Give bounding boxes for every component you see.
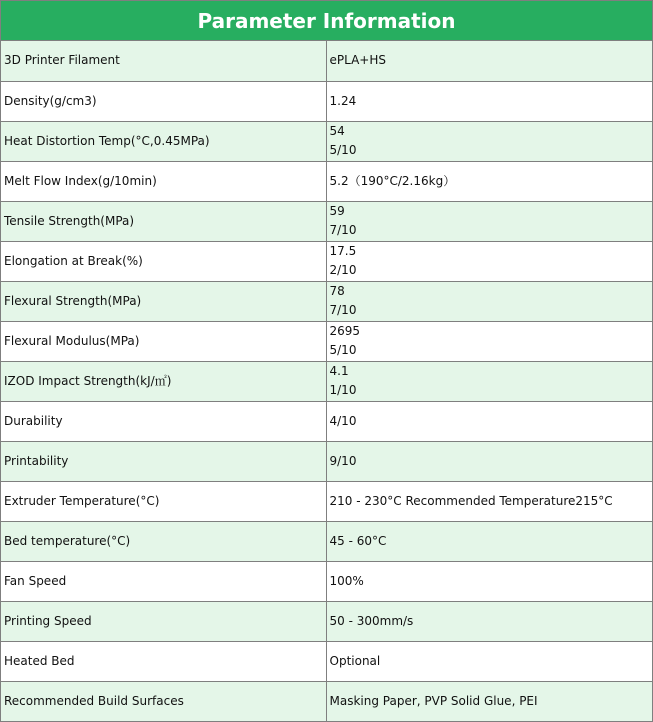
row-value-line: 4.1 bbox=[329, 364, 349, 378]
row-value bbox=[326, 41, 652, 81]
table-row bbox=[1, 161, 652, 201]
row-value bbox=[326, 81, 652, 121]
table-row bbox=[1, 281, 652, 321]
row-value bbox=[326, 521, 652, 561]
row-value-rating: 2/10 bbox=[329, 263, 357, 277]
row-label: Fan Speed bbox=[1, 561, 326, 601]
row-label: Flexural Strength(MPa) bbox=[1, 281, 326, 321]
row-label: Density(g/cm3) bbox=[1, 81, 326, 121]
row-value-line: 50 - 300mm/s bbox=[329, 613, 414, 628]
row-value-line: 78 bbox=[329, 284, 345, 298]
table-row bbox=[1, 401, 652, 441]
row-value bbox=[326, 361, 652, 401]
row-value-line: 2695 bbox=[329, 324, 361, 338]
table-row bbox=[1, 241, 652, 281]
row-value-line: 5.2（190°C/2.16kg） bbox=[329, 173, 456, 188]
row-value-line: 45 - 60°C bbox=[329, 533, 387, 548]
row-value bbox=[326, 201, 652, 241]
row-label: Elongation at Break(%) bbox=[1, 241, 326, 281]
row-value-line: Masking Paper, PVP Solid Glue, PEI bbox=[329, 693, 538, 708]
row-value-rating: 5/10 bbox=[329, 343, 357, 357]
parameter-table bbox=[1, 41, 652, 721]
row-label: Printability bbox=[1, 441, 326, 481]
table-row bbox=[1, 481, 652, 521]
table-row bbox=[1, 681, 652, 721]
table-row bbox=[1, 561, 652, 601]
row-value bbox=[326, 281, 652, 321]
row-label: Heat Distortion Temp(°C,0.45MPa) bbox=[1, 121, 326, 161]
table-row bbox=[1, 41, 652, 81]
row-value-line: 210 - 230°C Recommended Temperature215°C bbox=[329, 493, 613, 508]
row-label: Durability bbox=[1, 401, 326, 441]
table-row bbox=[1, 521, 652, 561]
parameter-table-body bbox=[1, 41, 652, 721]
row-label: Extruder Temperature(°C) bbox=[1, 481, 326, 521]
row-value-line: 100% bbox=[329, 573, 364, 588]
table-title: Parameter Information bbox=[1, 1, 652, 41]
row-value-line: Optional bbox=[329, 653, 381, 668]
row-value-line: 4/10 bbox=[329, 413, 357, 428]
row-value bbox=[326, 321, 652, 361]
table-row bbox=[1, 441, 652, 481]
row-label: Bed temperature(°C) bbox=[1, 521, 326, 561]
row-label: Recommended Build Surfaces bbox=[1, 681, 326, 721]
table-row bbox=[1, 361, 652, 401]
row-value-line: 54 bbox=[329, 124, 345, 138]
row-value-line: 9/10 bbox=[329, 453, 357, 468]
row-value-rating: 1/10 bbox=[329, 383, 357, 397]
row-value bbox=[326, 441, 652, 481]
table-row bbox=[1, 641, 652, 681]
row-value-line: 59 bbox=[329, 204, 345, 218]
row-value bbox=[326, 601, 652, 641]
row-value-line: 1.24 bbox=[329, 93, 357, 108]
row-label: 3D Printer Filament bbox=[1, 41, 326, 81]
row-value bbox=[326, 641, 652, 681]
row-value-line: ePLA+HS bbox=[329, 53, 386, 68]
row-value-rating: 7/10 bbox=[329, 223, 357, 237]
row-value bbox=[326, 161, 652, 201]
table-row bbox=[1, 121, 652, 161]
row-value-rating: 7/10 bbox=[329, 303, 357, 317]
row-value bbox=[326, 561, 652, 601]
row-label: Melt Flow Index(g/10min) bbox=[1, 161, 326, 201]
row-value bbox=[326, 481, 652, 521]
row-value-rating: 5/10 bbox=[329, 143, 357, 157]
row-value bbox=[326, 241, 652, 281]
row-value-line: 17.5 bbox=[329, 244, 357, 258]
row-value bbox=[326, 401, 652, 441]
table-row bbox=[1, 201, 652, 241]
table-row bbox=[1, 81, 652, 121]
row-value bbox=[326, 681, 652, 721]
row-label: Flexural Modulus(MPa) bbox=[1, 321, 326, 361]
row-label: Printing Speed bbox=[1, 601, 326, 641]
row-value bbox=[326, 121, 652, 161]
row-label: IZOD Impact Strength(kJ/㎡) bbox=[1, 361, 326, 401]
row-label: Heated Bed bbox=[1, 641, 326, 681]
table-row bbox=[1, 601, 652, 641]
row-label: Tensile Strength(MPa) bbox=[1, 201, 326, 241]
table-row bbox=[1, 321, 652, 361]
